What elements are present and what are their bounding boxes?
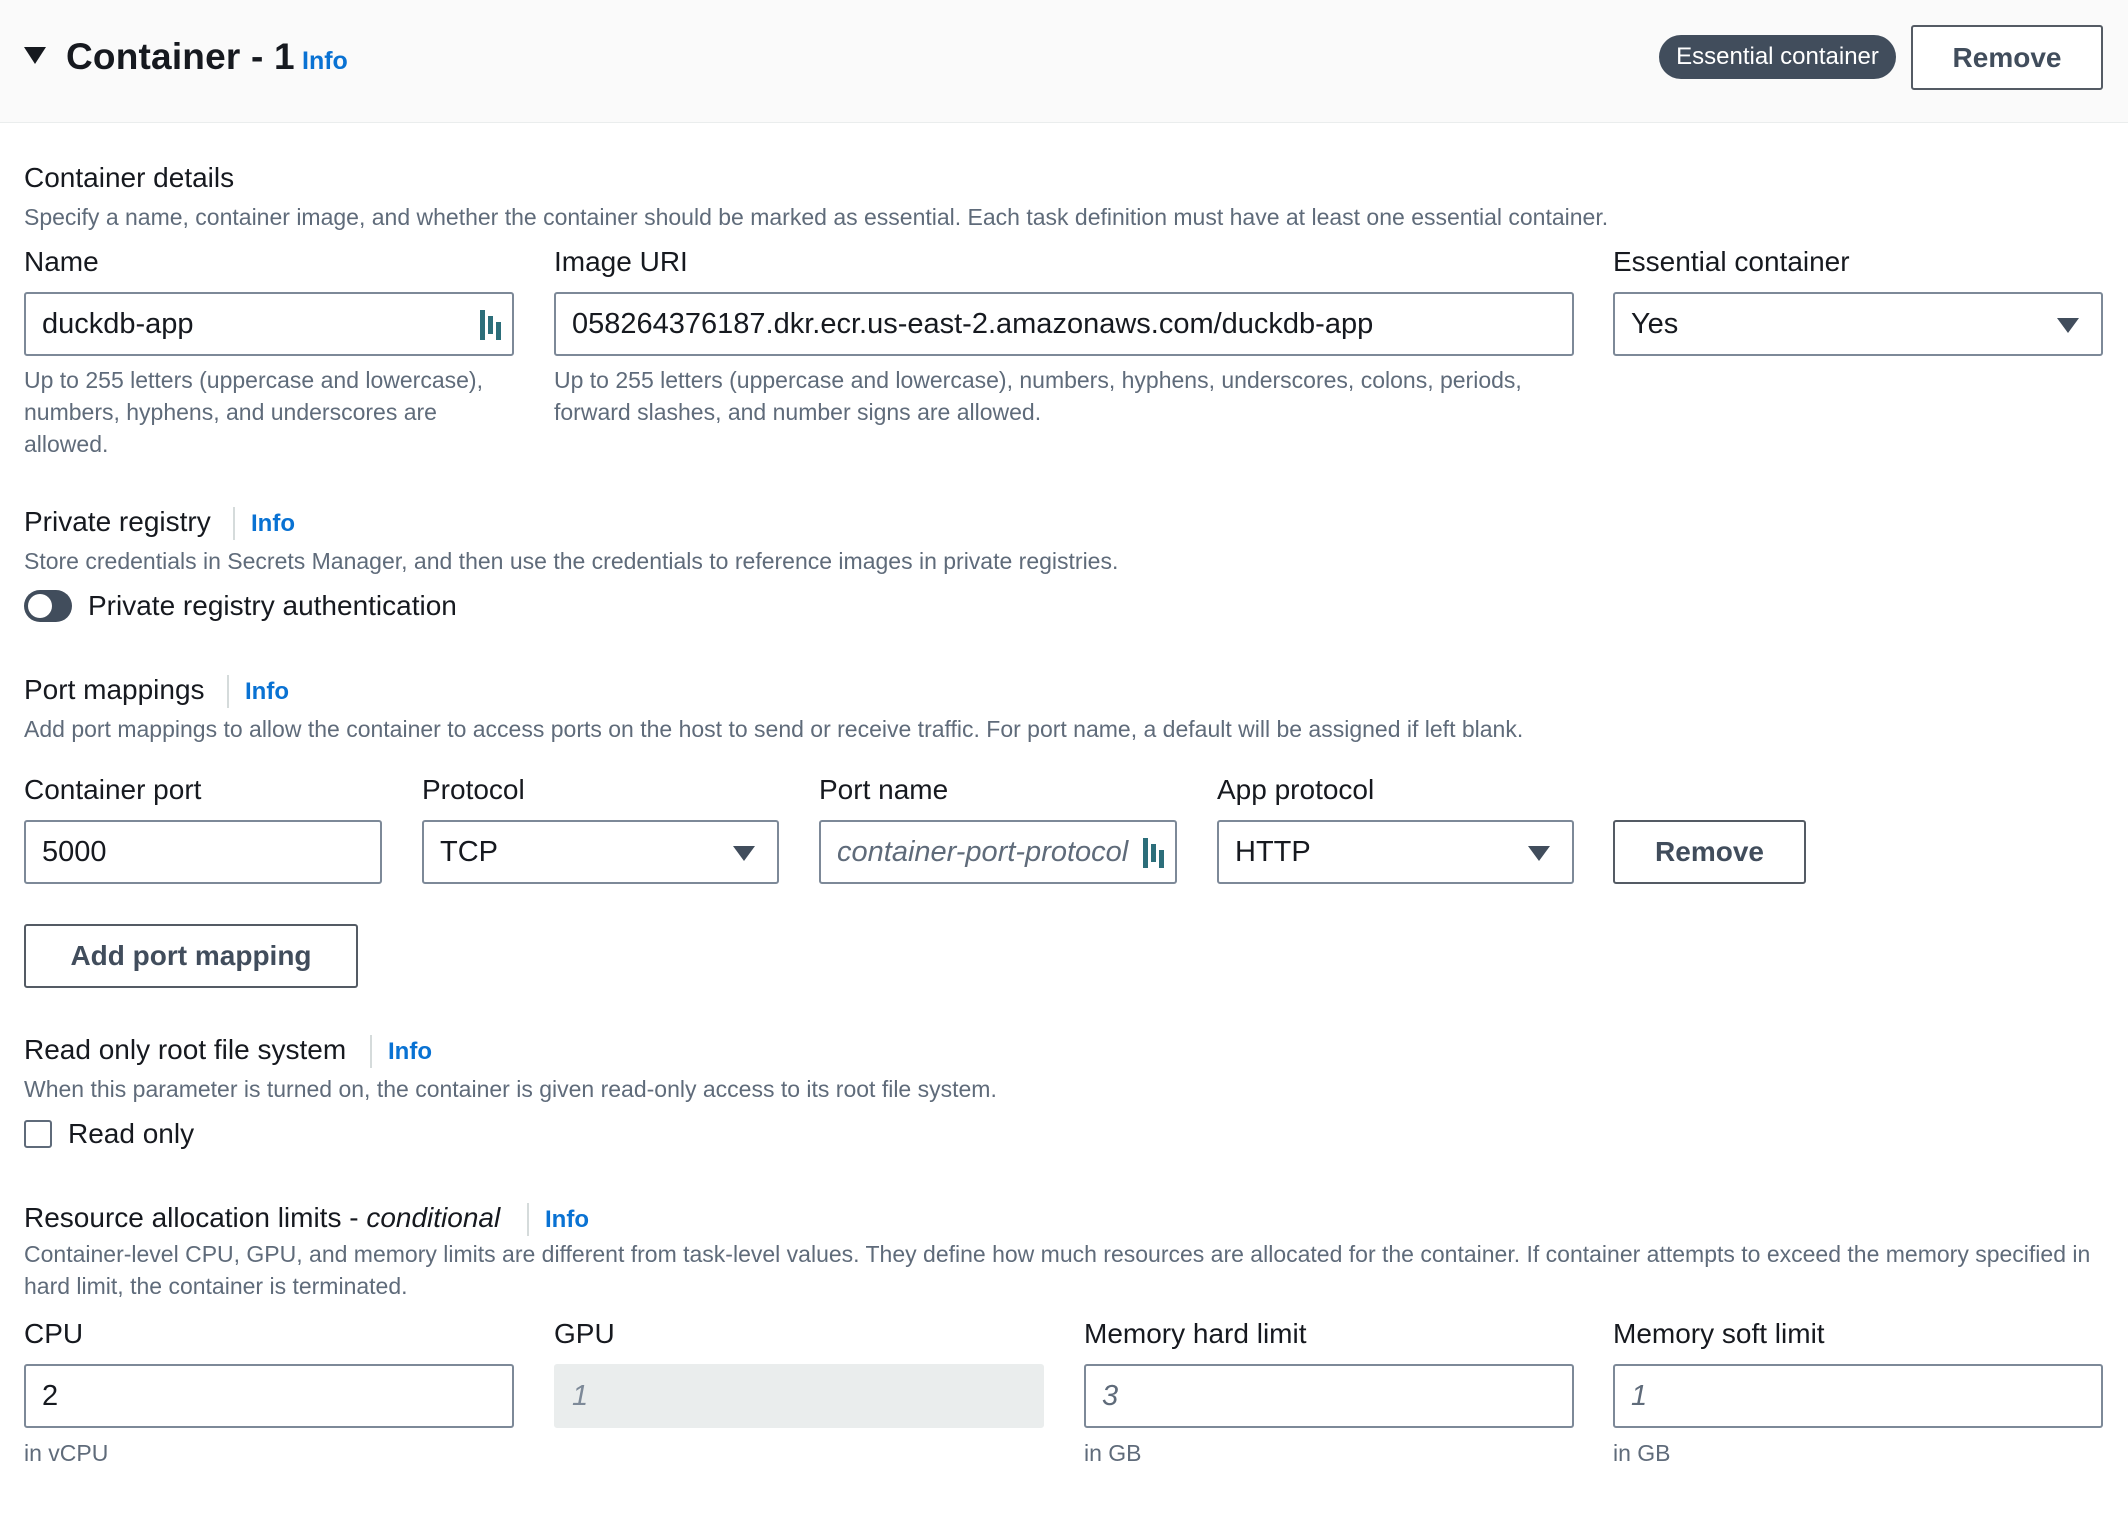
essential-container-label: Essential container	[1613, 246, 1850, 277]
password-manager-icon[interactable]	[480, 310, 502, 340]
dropdown-caret-icon	[1528, 846, 1550, 861]
memory-hard-limit-input[interactable]: 3	[1084, 1364, 1574, 1428]
port-mappings-title: Port mappings	[24, 674, 205, 705]
read-only-description: When this parameter is turned on, the container is given read-only access to its root file system.	[24, 1076, 997, 1102]
resources-title-conditional: conditional	[366, 1202, 501, 1233]
add-port-mapping-button[interactable]: Add port mapping	[24, 924, 358, 988]
memory-soft-limit-label: Memory soft limit	[1613, 1318, 1825, 1349]
read-only-info-link[interactable]: Info	[388, 1038, 432, 1065]
read-only-checkbox-label[interactable]: Read only	[68, 1118, 195, 1149]
protocol-select[interactable]	[422, 820, 779, 884]
private-registry-toggle-label[interactable]: Private registry authentication	[88, 590, 457, 621]
name-hint: Up to 255 letters (uppercase and lowercase), numbers, hyphens, and underscores are allowed.	[24, 367, 483, 457]
cpu-unit: in vCPU	[24, 1440, 109, 1466]
divider	[227, 675, 229, 708]
name-input[interactable]	[24, 292, 514, 356]
port-mappings-info-link[interactable]: Info	[245, 678, 289, 705]
read-only-checkbox[interactable]	[24, 1120, 52, 1148]
protocol-label: Protocol	[422, 774, 525, 805]
protocol-value: TCP	[440, 836, 498, 868]
resources-title	[24, 1202, 500, 1234]
memory-soft-limit-input[interactable]: 1	[1613, 1364, 2103, 1428]
collapse-caret-icon[interactable]	[24, 47, 46, 64]
toggle-knob	[28, 594, 52, 618]
dropdown-caret-icon	[733, 846, 755, 861]
gpu-input: 1	[554, 1364, 1044, 1428]
remove-container-button[interactable]: Remove	[1911, 25, 2103, 90]
image-uri-hint: Up to 255 letters (uppercase and lowercase), numbers, hyphens, underscores, colons, periods, forward slashes, and number signs are allowed.	[554, 367, 1522, 425]
port-name-input[interactable]	[819, 820, 1177, 884]
divider	[370, 1035, 372, 1068]
memory-soft-limit-unit: in GB	[1613, 1440, 1671, 1466]
resources-info-link[interactable]: Info	[545, 1206, 589, 1233]
app-protocol-value: HTTP	[1235, 836, 1311, 868]
dropdown-caret-icon	[2057, 318, 2079, 333]
container-title: Container - 1	[66, 36, 295, 77]
container-details-description: Specify a name, container image, and whether the container should be marked as essential. Each task definition must have at least one essential container.	[24, 204, 1609, 230]
cpu-label: CPU	[24, 1318, 84, 1349]
container-details-title: Container details	[24, 162, 235, 193]
name-input-value: duckdb-app	[42, 308, 194, 340]
port-name-label: Port name	[819, 774, 949, 805]
private-registry-info-link[interactable]: Info	[251, 510, 295, 537]
image-uri-label: Image URI	[554, 246, 688, 277]
container-port-input[interactable]: 5000	[24, 820, 382, 884]
container-port-label: Container port	[24, 774, 202, 805]
private-registry-toggle[interactable]	[24, 590, 72, 622]
essential-container-badge: Essential container	[1659, 35, 1896, 79]
gpu-label: GPU	[554, 1318, 615, 1349]
port-name-placeholder: container-port-protocol	[837, 836, 1129, 868]
memory-hard-limit-label: Memory hard limit	[1084, 1318, 1307, 1349]
container-header	[0, 0, 2128, 123]
remove-port-mapping-button[interactable]: Remove	[1613, 820, 1806, 884]
resources-description: Container-level CPU, GPU, and memory limits are different from task-level values. They define how much resources are allocated for the container. If container attempts to exceed the memory specified in hard limit, the container is terminated.	[24, 1241, 2091, 1299]
app-protocol-select[interactable]	[1217, 820, 1574, 884]
essential-container-value: Yes	[1631, 308, 1679, 340]
image-uri-input[interactable]: 058264376187.dkr.ecr.us-east-2.amazonaws.com/duckdb-app	[554, 292, 1574, 356]
name-label: Name	[24, 246, 99, 277]
memory-hard-limit-unit: in GB	[1084, 1440, 1142, 1466]
password-manager-icon[interactable]	[1143, 838, 1165, 868]
essential-container-select[interactable]	[1613, 292, 2103, 356]
read-only-title: Read only root file system	[24, 1034, 347, 1065]
divider	[527, 1203, 529, 1236]
private-registry-description: Store credentials in Secrets Manager, and then use the credentials to reference images in private registries.	[24, 548, 1119, 574]
resources-title-main: Resource allocation limits -	[24, 1202, 367, 1233]
cpu-input[interactable]: 2	[24, 1364, 514, 1428]
private-registry-title: Private registry	[24, 506, 211, 537]
app-protocol-label: App protocol	[1217, 774, 1375, 805]
divider	[233, 507, 235, 540]
port-mappings-description: Add port mappings to allow the container to access ports on the host to send or receive traffic. For port name, a default will be assigned if left blank.	[24, 716, 1524, 742]
container-info-link[interactable]: Info	[302, 47, 348, 75]
